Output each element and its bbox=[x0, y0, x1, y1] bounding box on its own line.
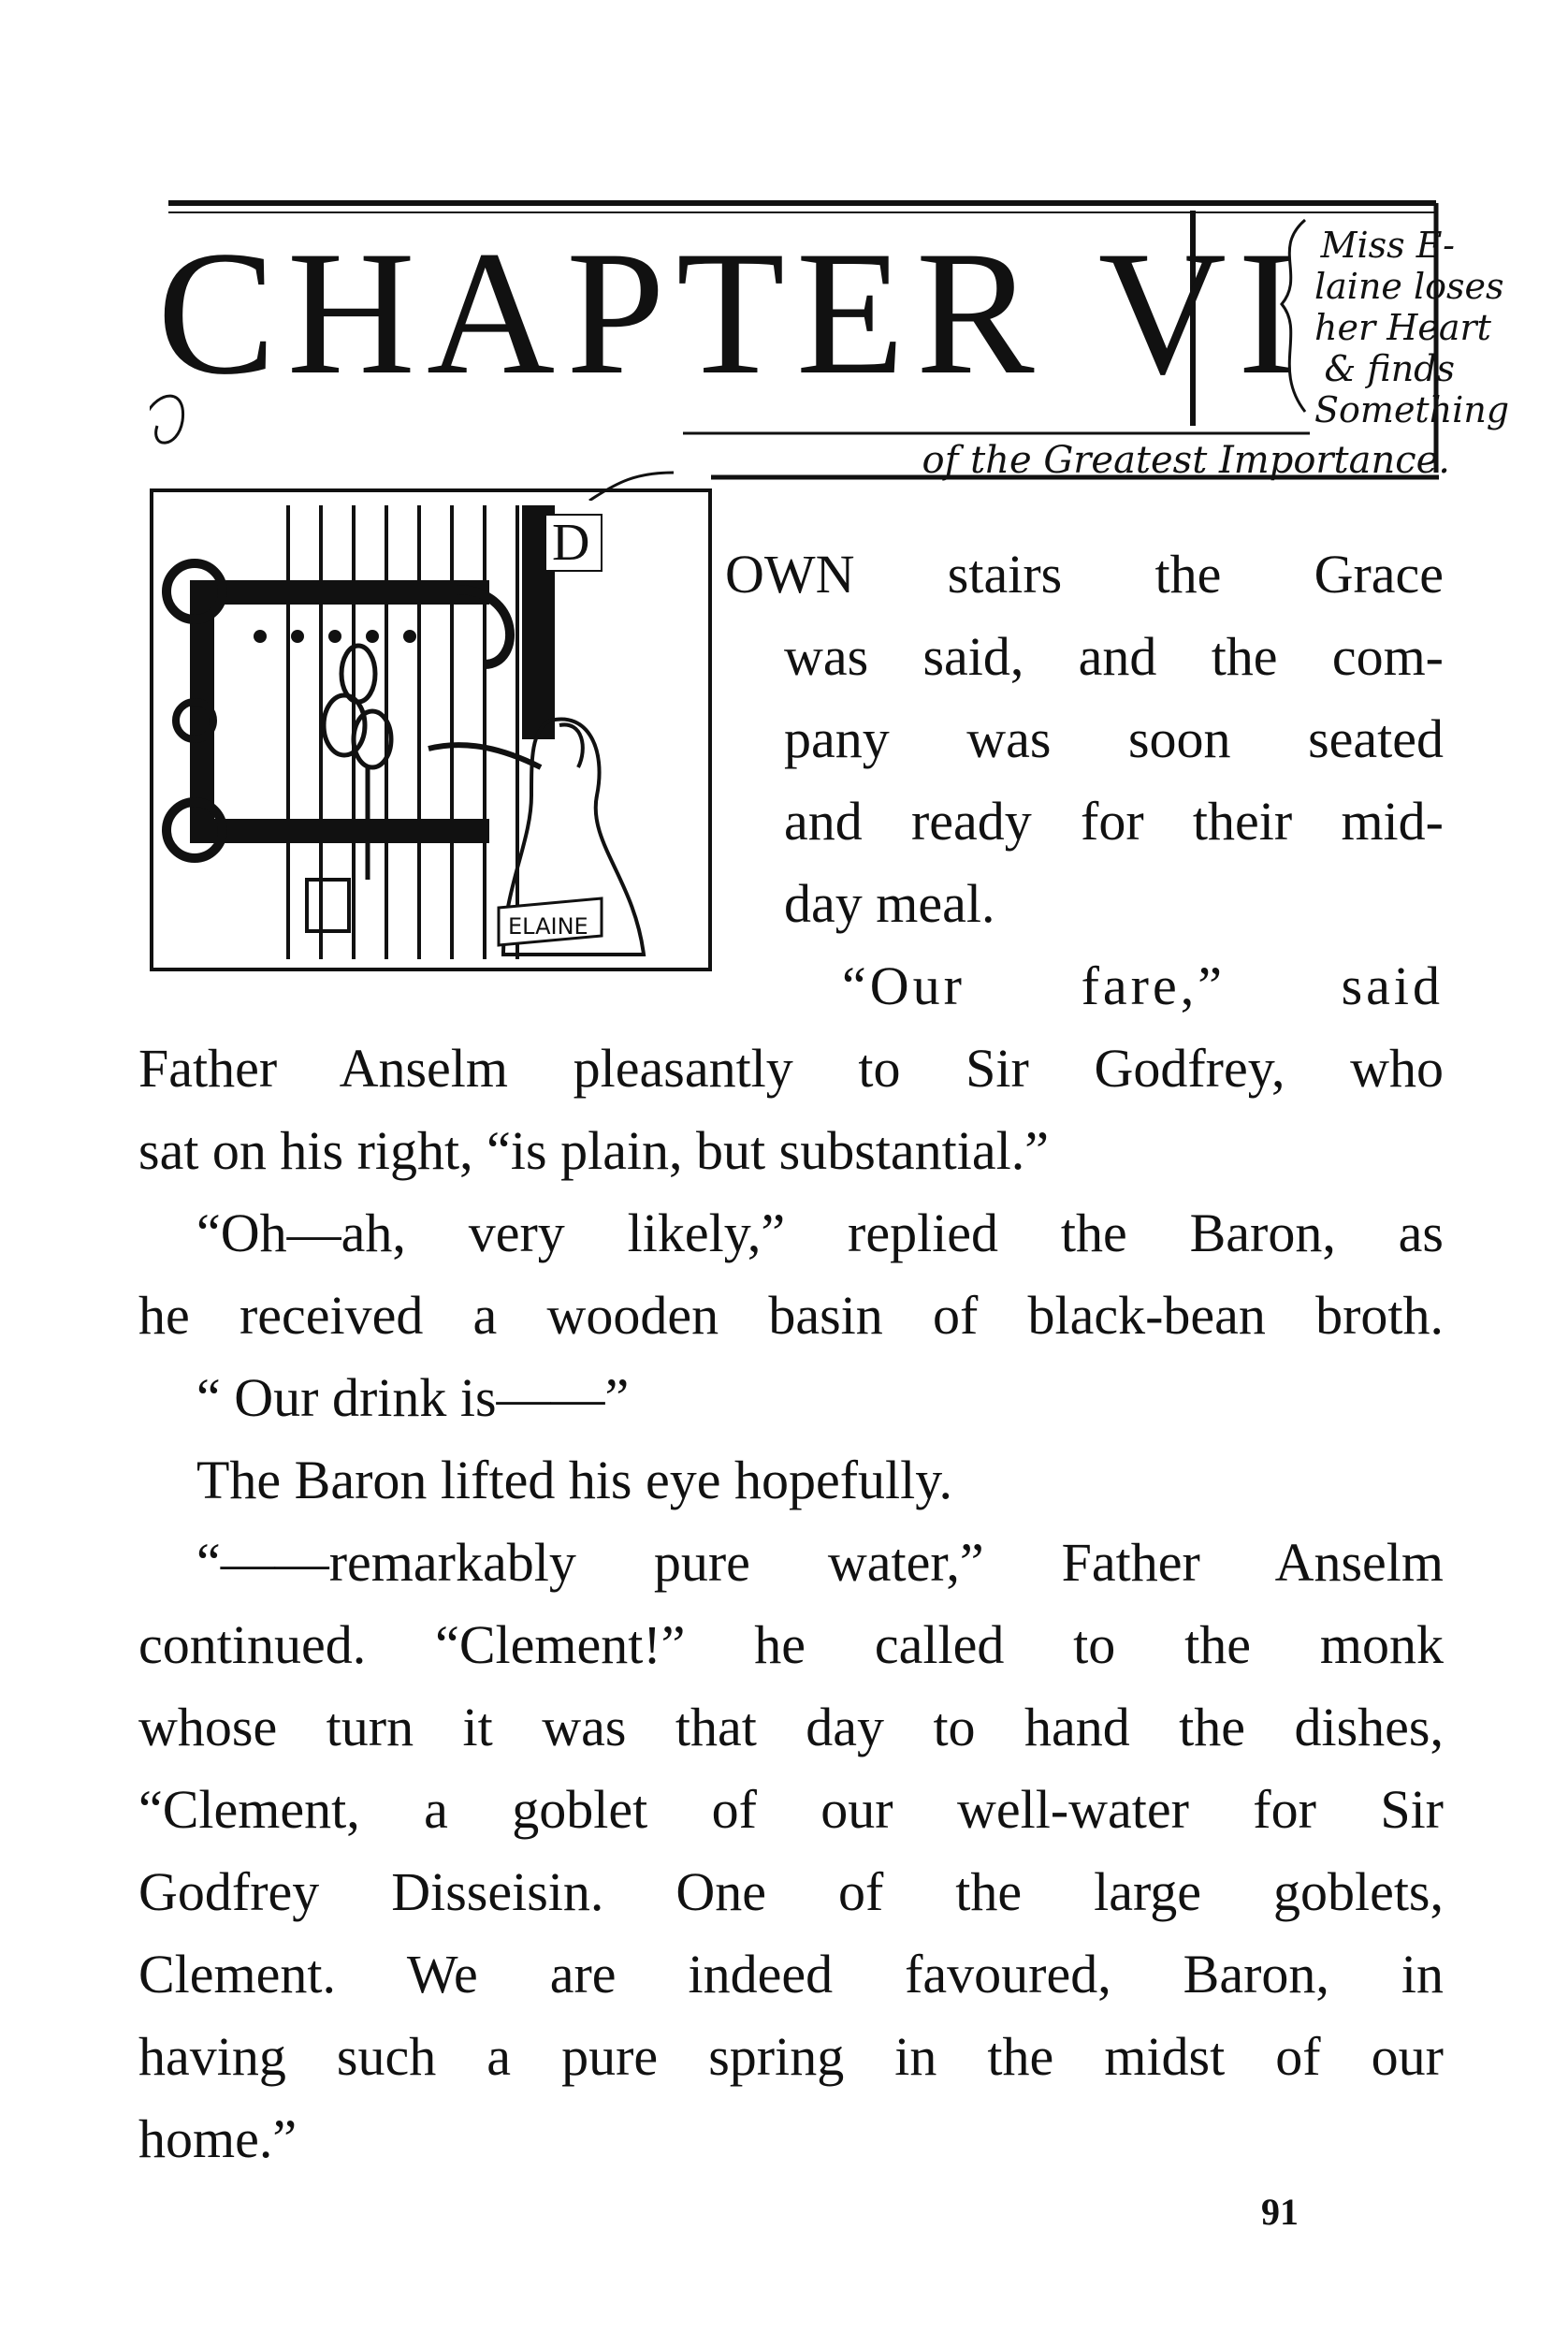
text-line: he received a wooden basin of black-bean broth. bbox=[138, 1285, 1444, 1346]
text-line: The Baron lifted his eye hopefully. bbox=[196, 1450, 953, 1510]
drop-cap-letter: D bbox=[552, 514, 590, 572]
text-line: OWN stairs the Grace bbox=[725, 544, 1444, 605]
text-line: “——remarkably pure water,” Father Anselm bbox=[196, 1532, 1444, 1593]
subtitle-line: laine loses bbox=[1314, 266, 1504, 307]
text-line: Godfrey Disseisin. One of the large goblets, bbox=[138, 1861, 1444, 1922]
subtitle-line: her Heart bbox=[1314, 307, 1491, 348]
subtitle-line: Something bbox=[1314, 389, 1510, 430]
text-line: “ Our drink is——” bbox=[196, 1367, 630, 1428]
text-line: “Our fare,” said bbox=[842, 955, 1444, 1016]
door-illustration bbox=[148, 487, 714, 973]
chapter-subtitle-end: of the Greatest Importance. bbox=[922, 439, 1450, 482]
text-line: continued. “Clement!” he called to the monk bbox=[138, 1614, 1444, 1675]
text-line: sat on his right, “is plain, but substantial.” bbox=[138, 1120, 1050, 1181]
illustration-caption: ELAINE bbox=[508, 913, 588, 940]
text-line: Father Anselm pleasantly to Sir Godfrey, who bbox=[138, 1038, 1444, 1099]
text-line: was said, and the com- bbox=[784, 626, 1444, 687]
text-line: home.” bbox=[138, 2108, 298, 2169]
chapter-subtitle bbox=[1314, 225, 1510, 430]
subtitle-line: & finds bbox=[1324, 348, 1455, 389]
text-line: whose turn it was that day to hand the dishes, bbox=[138, 1697, 1444, 1757]
chapter-title: CHAPTER VI bbox=[157, 215, 1309, 412]
text-line: and ready for their mid- bbox=[784, 791, 1444, 852]
text-line: “Oh—ah, very likely,” replied the Baron, as bbox=[196, 1203, 1444, 1263]
subtitle-line: Miss E- bbox=[1320, 225, 1455, 266]
text-line: pany was soon seated bbox=[784, 708, 1444, 769]
page-number: 91 bbox=[1261, 2191, 1299, 2233]
text-line: “Clement, a goblet of our well-water for Sir bbox=[138, 1779, 1444, 1840]
text-line: having such a pure spring in the midst of our bbox=[138, 2026, 1444, 2087]
text-line: Clement. We are indeed favoured, Baron, in bbox=[138, 1944, 1444, 2004]
text-line: day meal. bbox=[784, 873, 995, 934]
